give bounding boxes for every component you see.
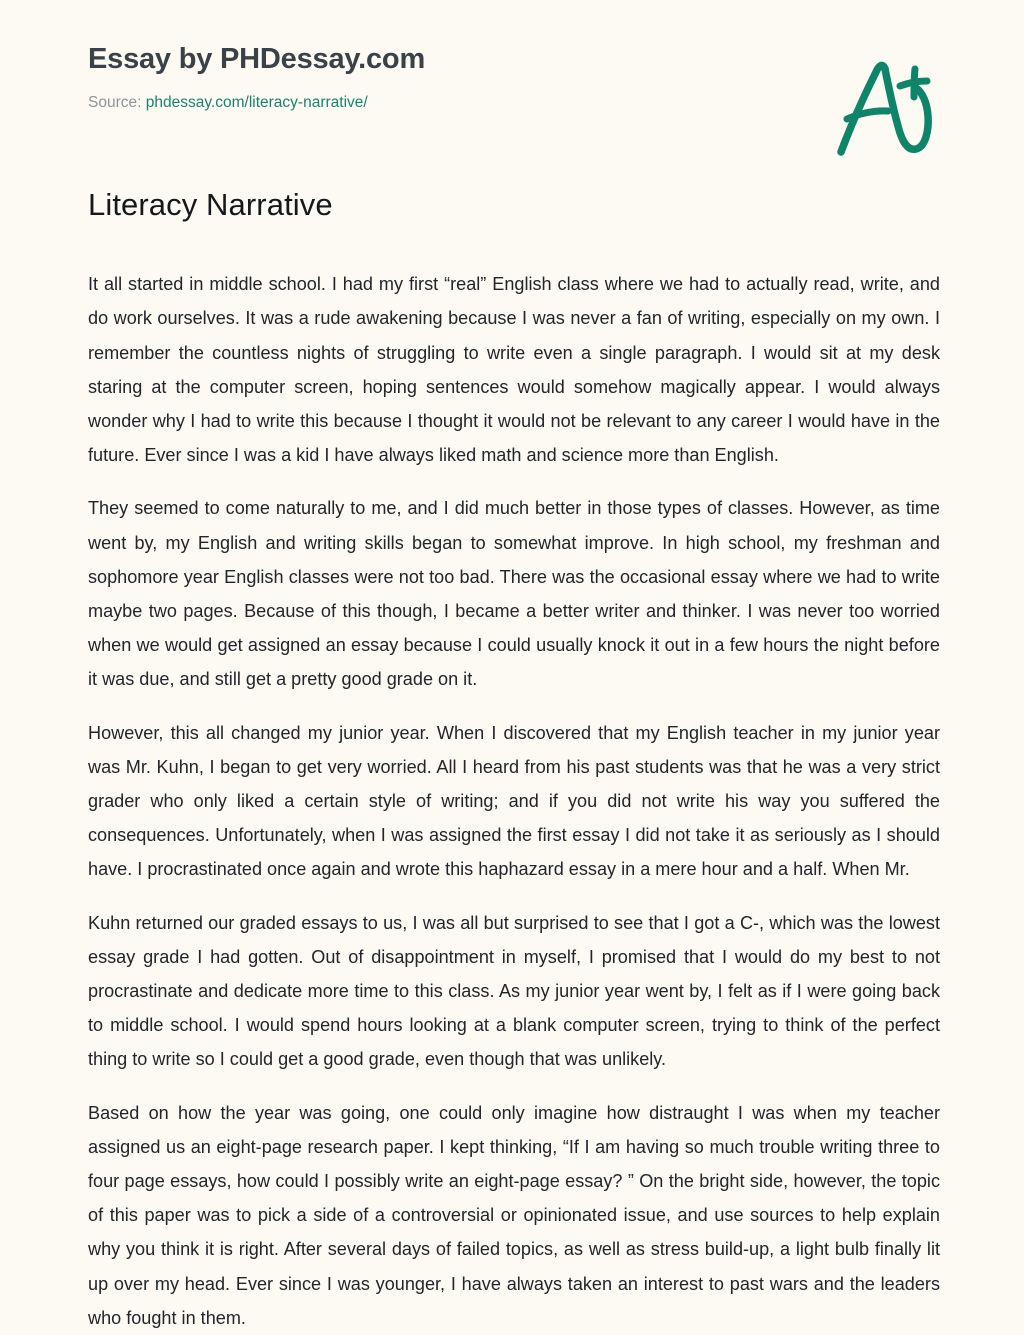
- brand-essay-word: Essay: [88, 43, 171, 75]
- brand-site-name: PHDessay.com: [220, 43, 426, 75]
- brand-connector-word: by: [178, 43, 213, 75]
- a-plus-logo: [830, 56, 940, 162]
- essay-paragraph: It all started in middle school. I had my first “real” English class where we had to actually read, write, and do work ourselves. It was a rude awakening because I was never a fan of writing, especially on my own. I remember the countless nights of struggling to write even a single paragraph. I would sit at my desk staring at the computer screen, hoping sentences would somehow magically appear. I would always wonder why I had to write this because I thought it would not be relevant to any career I would have in the future. Ever since I was a kid I have always liked math and science more than English.: [88, 274, 940, 466]
- essay-paragraph: They seemed to come naturally to me, and I did much better in those types of classes. However, as time went by, my English and writing skills began to somewhat improve. In high school, my freshman and sophomore year English classes were not too bad. There was the occasional essay where we had to write maybe two pages. Because of this though, I became a better writer and thinker. I was never too worried when we would get assigned an essay because I could usually knock it out in a few hours the night before it was due, and still get a pretty good grade on it.: [88, 498, 940, 690]
- page-title: Literacy Narrative: [88, 187, 333, 222]
- source-url-link[interactable]: phdessay.com/literacy-narrative/: [145, 93, 368, 111]
- essay-body: [0, 223, 1024, 1335]
- masthead: [0, 0, 1024, 134]
- source-line: [88, 94, 940, 113]
- essay-paragraph: However, this all changed my junior year. When I discovered that my English teacher in my junior year was Mr. Kuhn, I began to get very worried. All I heard from his past students was that he was a very strict grader who only liked a certain style of writing; and if you did not write his way you suffered the consequences. Unfortunately, when I was assigned the first essay I did not take it as seriously as I should have. I procrastinated once again and wrote this haphazard essay in a mere hour and a half. When Mr.: [88, 722, 940, 880]
- essay-paragraph: Based on how the year was going, one could only imagine how distraught I was when my teacher assigned us an eight-page research paper. I kept thinking, “If I am having so much trouble writing three to four page essays, how could I possibly write an eight-page essay? ” On the bright side, however, the topic of this paper was to pick a side of a controversial or opinionated issue, and use sources to help explain why you think it is right. After several days of failed topics, as well as stress build-up, a light bulb finally lit up over my head. Ever since I was younger, I have always taken an interest to past wars and the leaders who fought in them.: [88, 1102, 940, 1328]
- brand-title: [88, 44, 940, 76]
- essay-paragraph: Kuhn returned our graded essays to us, I was all but surprised to see that I got a C-, which was the lowest essay grade I had gotten. Out of disappointment in myself, I promised that I would do my best to not procrastinate and dedicate more time to this class. As my junior year went by, I felt as if I were going back to middle school. I would spend hours looking at a blank computer screen, trying to think of the perfect thing to write so I could get a good grade, even though that was unlikely.: [88, 912, 940, 1070]
- source-label: Source:: [88, 93, 142, 111]
